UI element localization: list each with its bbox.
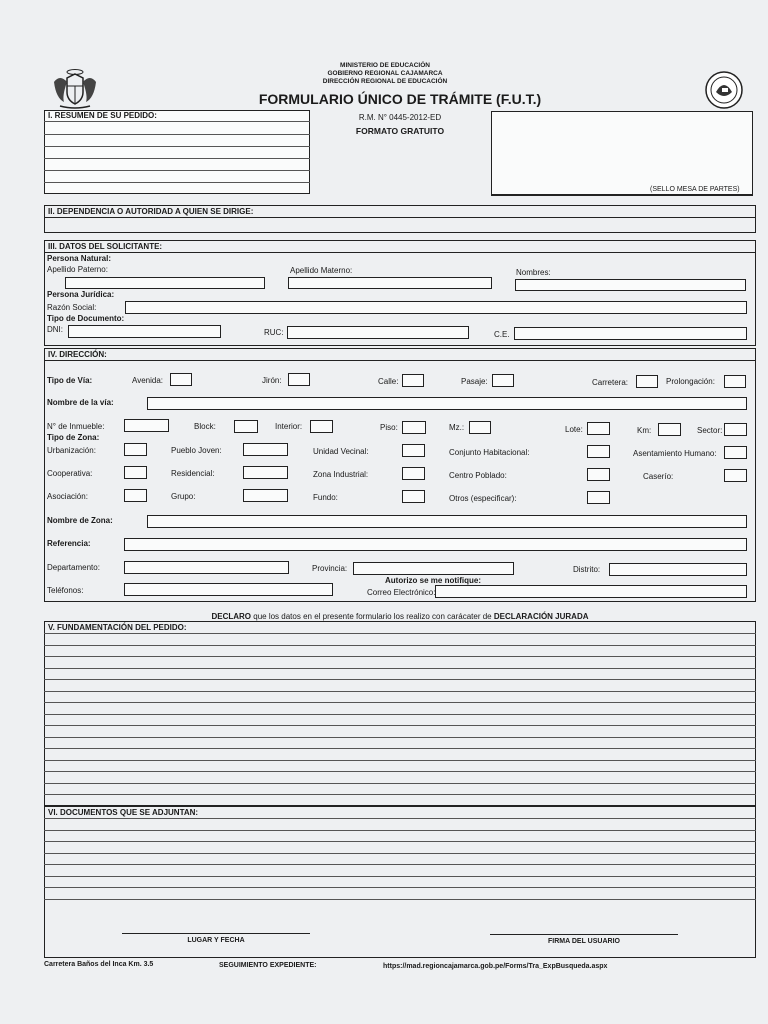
jurada-word: DECLARACIÓN JURADA bbox=[493, 612, 589, 621]
writing-line bbox=[44, 691, 756, 692]
reference-field[interactable] bbox=[124, 538, 747, 551]
urbanizacion-label: Urbanización: bbox=[47, 446, 96, 455]
provincia-label: Provincia: bbox=[312, 564, 348, 573]
summary-line[interactable] bbox=[44, 121, 310, 122]
prolongacion-label: Prolongación: bbox=[666, 377, 715, 386]
calle-label: Calle: bbox=[378, 377, 399, 386]
footer-tracking: SEGUIMIENTO EXPEDIENTE: bbox=[219, 962, 317, 969]
otros-label: Otros (especificar): bbox=[449, 494, 517, 503]
email-label: Correo Electrónico: bbox=[367, 588, 436, 597]
paterno-field[interactable] bbox=[65, 277, 265, 289]
zona-industrial-label: Zona Industrial: bbox=[313, 470, 369, 479]
doc-type-label: Tipo de Documento: bbox=[47, 314, 125, 323]
direction-line: DIRECCIÓN REGIONAL DE EDUCACIÓN bbox=[322, 78, 448, 85]
lote-box[interactable] bbox=[587, 422, 610, 435]
writing-line bbox=[44, 876, 756, 877]
free-format-label: FORMATO GRATUITO bbox=[355, 126, 445, 136]
coat-of-arms-logo bbox=[50, 68, 100, 110]
declaration-middle: que los datos en el presente formulario los realizo con carácater de bbox=[251, 612, 494, 621]
otros-box[interactable] bbox=[587, 491, 610, 504]
provincia-field[interactable] bbox=[353, 562, 514, 575]
asociacion-label: Asociación: bbox=[47, 492, 88, 501]
writing-line bbox=[44, 645, 756, 646]
conjunto-label: Conjunto Habitacional: bbox=[449, 448, 530, 457]
writing-line bbox=[44, 760, 756, 761]
writing-line bbox=[44, 679, 756, 680]
writing-line bbox=[44, 794, 756, 795]
writing-line bbox=[44, 783, 756, 784]
block-label: Block: bbox=[194, 422, 216, 431]
writing-line bbox=[44, 841, 756, 842]
zone-type-label: Tipo de Zona: bbox=[47, 433, 100, 442]
writing-line bbox=[44, 748, 756, 749]
zona-industrial-box[interactable] bbox=[402, 467, 425, 480]
writing-line bbox=[44, 771, 756, 772]
carretera-label: Carretera: bbox=[592, 378, 629, 387]
writing-line bbox=[44, 656, 756, 657]
fundo-label: Fundo: bbox=[313, 493, 338, 502]
materno-label: Apellido Materno: bbox=[290, 266, 353, 275]
pueblo-joven-box[interactable] bbox=[243, 443, 288, 456]
conjunto-box[interactable] bbox=[587, 445, 610, 458]
reference-label: Referencia: bbox=[47, 539, 91, 548]
jiron-box[interactable] bbox=[288, 373, 310, 386]
place-date-line[interactable] bbox=[122, 933, 310, 934]
road-name-field[interactable] bbox=[147, 397, 747, 410]
authority-line bbox=[44, 217, 756, 218]
residencial-box[interactable] bbox=[243, 466, 288, 479]
email-field[interactable] bbox=[435, 585, 747, 598]
summary-line[interactable] bbox=[44, 158, 310, 159]
pasaje-box[interactable] bbox=[492, 374, 514, 387]
asociacion-box[interactable] bbox=[124, 489, 147, 502]
form-title: FORMULARIO ÚNICO DE TRÁMITE (F.U.T.) bbox=[258, 91, 542, 107]
natural-person-label: Persona Natural: bbox=[47, 254, 112, 263]
footer-address: Carretera Baños del Inca Km. 3.5 bbox=[44, 961, 154, 968]
legal-person-label: Persona Jurídica: bbox=[47, 290, 115, 299]
urbanizacion-box[interactable] bbox=[124, 443, 147, 456]
ministry-line: MINISTERIO DE EDUCACIÓN bbox=[340, 62, 430, 69]
lote-label: Lote: bbox=[565, 425, 583, 434]
departamento-label: Departamento: bbox=[47, 563, 100, 572]
km-box[interactable] bbox=[658, 423, 681, 436]
piso-label: Piso: bbox=[380, 423, 398, 432]
nombres-field[interactable] bbox=[515, 279, 746, 291]
paterno-label: Apellido Paterno: bbox=[47, 265, 108, 274]
writing-line bbox=[44, 668, 756, 669]
fundo-box[interactable] bbox=[402, 490, 425, 503]
writing-line bbox=[44, 737, 756, 738]
rm-number: R.M. N° 0445-2012-ED bbox=[358, 113, 442, 122]
notify-label: Autorizo se me notifique: bbox=[385, 576, 481, 585]
section-3-underline bbox=[44, 252, 756, 253]
place-date-label: LUGAR Y FECHA bbox=[187, 937, 245, 944]
zone-name-field[interactable] bbox=[147, 515, 747, 528]
block-box[interactable] bbox=[234, 420, 258, 433]
section-6-label: VI. DOCUMENTOS QUE SE ADJUNTAN: bbox=[48, 808, 199, 817]
interior-label: Interior: bbox=[275, 422, 303, 431]
grupo-label: Grupo: bbox=[171, 492, 196, 501]
dni-label: DNI: bbox=[47, 325, 63, 334]
ruc-field[interactable] bbox=[287, 326, 469, 339]
ce-label: C.E. bbox=[494, 330, 510, 339]
sector-label: Sector: bbox=[697, 426, 723, 435]
interior-box[interactable] bbox=[310, 420, 333, 433]
materno-field[interactable] bbox=[288, 277, 492, 289]
writing-line bbox=[44, 899, 756, 900]
writing-line bbox=[44, 725, 756, 726]
seal-box-label: (SELLO MESA DE PARTES) bbox=[650, 186, 740, 193]
distrito-label: Distrito: bbox=[573, 565, 601, 574]
section-4-underline bbox=[44, 360, 756, 361]
writing-line bbox=[44, 864, 756, 865]
writing-line bbox=[44, 633, 756, 634]
writing-line bbox=[44, 830, 756, 831]
zone-name-label: Nombre de Zona: bbox=[47, 516, 113, 525]
summary-line[interactable] bbox=[44, 134, 310, 135]
calle-box[interactable] bbox=[402, 374, 424, 387]
writing-line bbox=[44, 714, 756, 715]
road-name-label: Nombre de la vía: bbox=[47, 398, 114, 407]
signature-label: FIRMA DEL USUARIO bbox=[548, 938, 620, 945]
declaro-word: DECLARO bbox=[211, 612, 252, 621]
phones-field[interactable] bbox=[124, 583, 333, 596]
road-type-label: Tipo de Vía: bbox=[47, 376, 93, 385]
writing-line bbox=[44, 818, 756, 819]
km-label: Km: bbox=[637, 426, 652, 435]
reception-seal-box bbox=[491, 111, 753, 195]
caserio-label: Caserío: bbox=[643, 472, 674, 481]
summary-line[interactable] bbox=[44, 170, 310, 171]
prolongacion-box[interactable] bbox=[724, 375, 746, 388]
writing-line bbox=[44, 702, 756, 703]
avenida-label: Avenida: bbox=[132, 376, 163, 385]
ruc-label: RUC: bbox=[264, 328, 284, 337]
summary-line[interactable] bbox=[44, 182, 310, 183]
property-number-box[interactable] bbox=[124, 419, 169, 432]
cooperativa-label: Cooperativa: bbox=[47, 469, 93, 478]
gov-line: GOBIERNO REGIONAL CAJAMARCA bbox=[327, 70, 443, 77]
ce-field[interactable] bbox=[514, 327, 747, 340]
razon-social-field[interactable] bbox=[125, 301, 747, 314]
cooperativa-box[interactable] bbox=[124, 466, 147, 479]
centro-poblado-label: Centro Poblado: bbox=[449, 471, 507, 480]
phones-label: Teléfonos: bbox=[47, 586, 84, 595]
carretera-box[interactable] bbox=[636, 375, 658, 388]
asentamiento-label: Asentamiento Humano: bbox=[633, 449, 717, 458]
mz-label: Mz.: bbox=[449, 423, 465, 432]
property-number-label: N° de Inmueble: bbox=[47, 422, 105, 431]
pasaje-label: Pasaje: bbox=[461, 377, 488, 386]
section-5-label: V. FUNDAMENTACIÓN DEL PEDIDO: bbox=[48, 623, 187, 632]
unidad-vecinal-label: Unidad Vecinal: bbox=[313, 447, 369, 456]
avenida-box[interactable] bbox=[170, 373, 192, 386]
dni-field[interactable] bbox=[68, 325, 221, 338]
pueblo-joven-label: Pueblo Joven: bbox=[171, 446, 222, 455]
writing-line bbox=[44, 887, 756, 888]
section-3-label: III. DATOS DEL SOLICITANTE: bbox=[48, 242, 163, 251]
razon-social-label: Razón Social: bbox=[47, 303, 97, 312]
unidad-vecinal-box[interactable] bbox=[402, 444, 425, 457]
residencial-label: Residencial: bbox=[171, 469, 215, 478]
grupo-box[interactable] bbox=[243, 489, 288, 502]
section-1-label: I. RESUMEN DE SU PEDIDO: bbox=[48, 111, 157, 120]
piso-box[interactable] bbox=[402, 421, 426, 434]
section-2-label: II. DEPENDENCIA O AUTORIDAD A QUIEN SE DIRIGE: bbox=[48, 207, 254, 216]
nombres-label: Nombres: bbox=[516, 268, 551, 277]
mz-box[interactable] bbox=[469, 421, 491, 434]
jiron-label: Jirón: bbox=[262, 376, 282, 385]
seal-box-line bbox=[491, 195, 753, 196]
signature-line[interactable] bbox=[490, 934, 678, 935]
regional-seal-logo bbox=[704, 70, 744, 110]
footer-url[interactable]: https://mad.regioncajamarca.gob.pe/Forms/Tra_ExpBusqueda.aspx bbox=[383, 963, 608, 970]
summary-line[interactable] bbox=[44, 146, 310, 147]
sector-box[interactable] bbox=[724, 423, 747, 436]
section-4-label: IV. DIRECCIÓN: bbox=[48, 350, 107, 359]
departamento-field[interactable] bbox=[124, 561, 289, 574]
centro-poblado-box[interactable] bbox=[587, 468, 610, 481]
asentamiento-box[interactable] bbox=[724, 446, 747, 459]
writing-line bbox=[44, 853, 756, 854]
distrito-field[interactable] bbox=[609, 563, 747, 576]
caserio-box[interactable] bbox=[724, 469, 747, 482]
